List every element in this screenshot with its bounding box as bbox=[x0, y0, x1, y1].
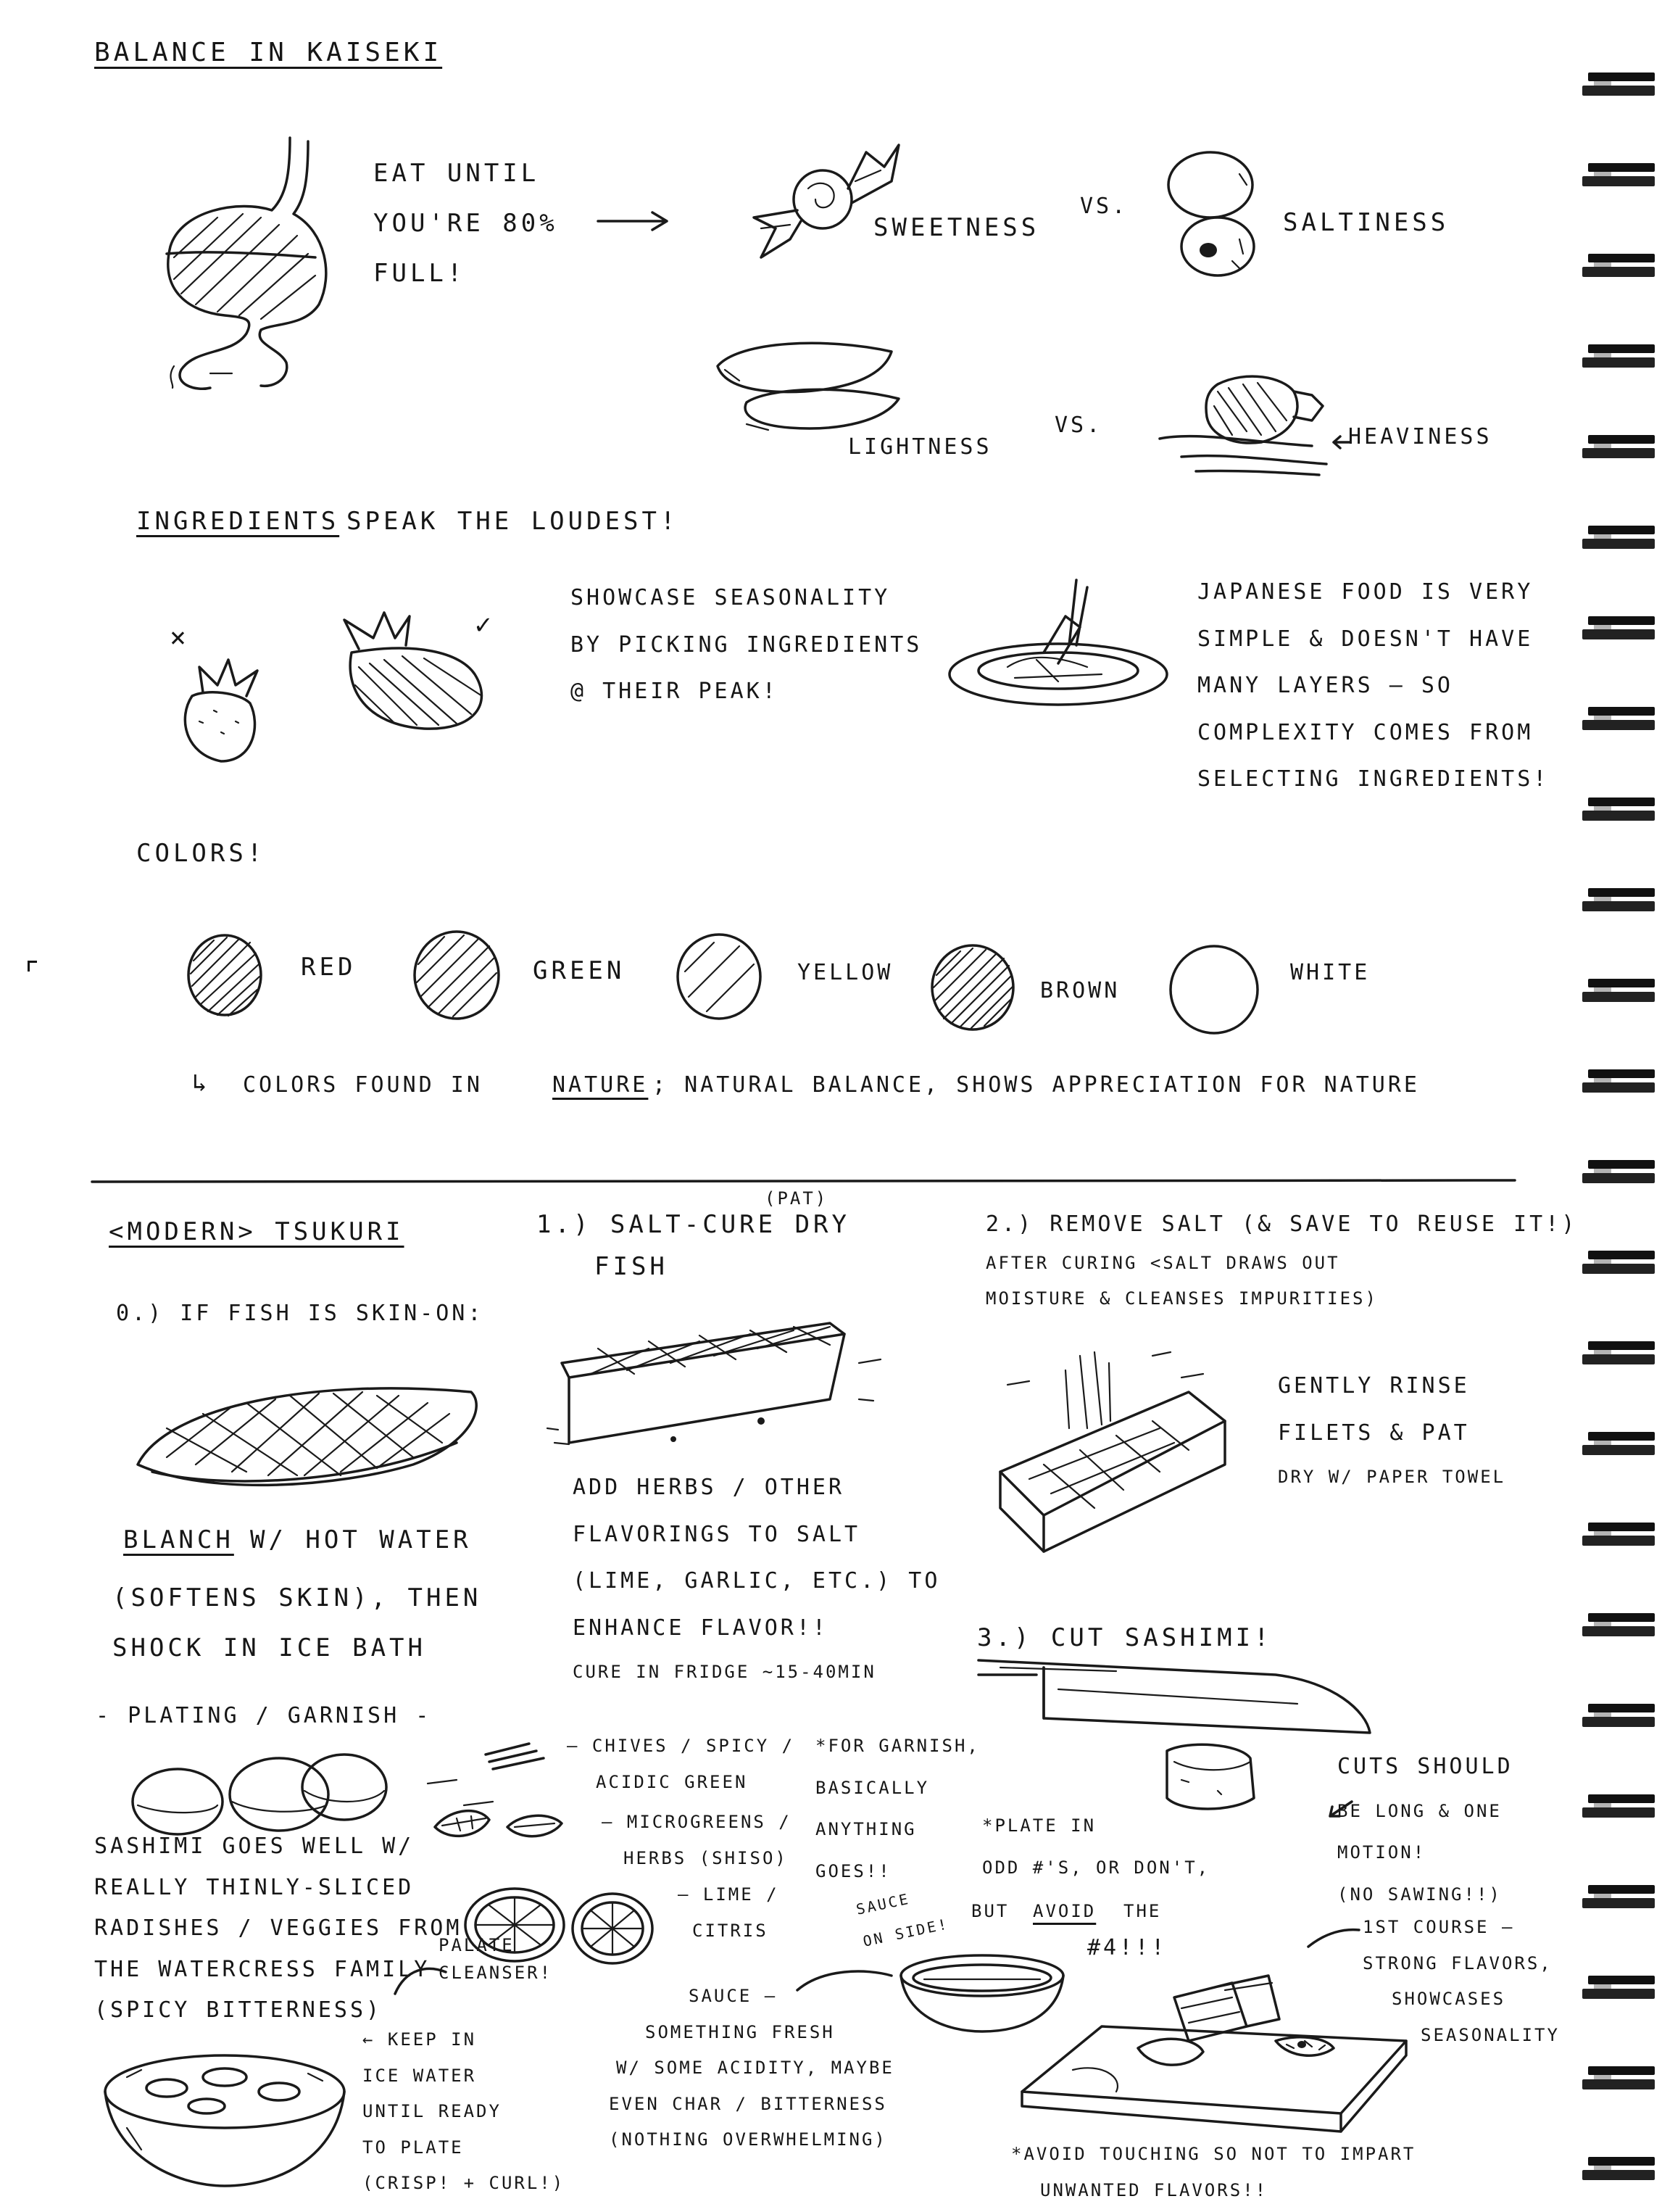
eat-line-1: EAT UNTIL bbox=[373, 159, 540, 188]
micro-line-1: — MICROGREENS / bbox=[602, 1812, 791, 1832]
step-2-line-3: MOISTURE & CLEANSES IMPURITIES) bbox=[986, 1288, 1378, 1309]
sashimi-platter-sketch bbox=[1015, 1968, 1421, 2157]
candy-sketch bbox=[739, 138, 906, 261]
small-strawberry-sketch bbox=[170, 653, 272, 769]
stomach-sketch bbox=[152, 131, 348, 399]
lime-line-2: CITRIS bbox=[692, 1920, 768, 1941]
rinse-line-3: DRY W/ PAPER TOWEL bbox=[1278, 1467, 1506, 1487]
course-pointer-icon bbox=[1305, 1921, 1363, 1950]
binding-ring bbox=[1575, 1704, 1655, 1728]
garnish-line-2: BASICALLY bbox=[815, 1777, 930, 1798]
sashimi-line-4: THE WATERCRESS FAMILY bbox=[94, 1956, 431, 1982]
spiral-binding bbox=[1568, 0, 1662, 2212]
eat-line-3: FULL! bbox=[373, 259, 466, 289]
x-mark: × bbox=[170, 621, 190, 653]
step-1-pat: (PAT) bbox=[765, 1188, 828, 1209]
binding-ring bbox=[1575, 1976, 1655, 2000]
binding-ring bbox=[1575, 1885, 1655, 1910]
binding-ring bbox=[1575, 1613, 1655, 1638]
lime-line-1: — LIME / bbox=[678, 1884, 779, 1905]
colors-note-post: ; NATURAL BALANCE, SHOWS APPRECIATION FOR NATURE bbox=[652, 1072, 1420, 1098]
keep-ice-water-note bbox=[362, 2030, 565, 2194]
arrow-right-icon bbox=[594, 210, 674, 232]
plate-odd-note bbox=[982, 1816, 1210, 1878]
ingredients-heading-word: INGREDIENTS bbox=[136, 507, 340, 536]
step-2-note bbox=[986, 1212, 1577, 1309]
course-line-4: SEASONALITY bbox=[1421, 2024, 1560, 2045]
vs-label-1: VS. bbox=[1080, 194, 1129, 219]
citrus-slices-sketch bbox=[460, 1885, 663, 1972]
binding-ring bbox=[1575, 1069, 1655, 1094]
herbs-line-2: FLAVORINGS TO SALT bbox=[573, 1521, 861, 1547]
olives-sketch bbox=[1156, 145, 1272, 283]
plate-line-2: ODD #'S, OR DON'T, bbox=[982, 1857, 1210, 1878]
salt-cured-fish-sketch bbox=[540, 1320, 895, 1450]
cuts-line-1: CUTS SHOULD bbox=[1337, 1754, 1513, 1779]
rinsing-fish-sketch bbox=[986, 1341, 1247, 1559]
color-swatch-brown bbox=[928, 943, 1018, 1033]
color-label-brown: BROWN bbox=[1040, 978, 1121, 1003]
herbs-line-3: (LIME, GARLIC, ETC.) TO bbox=[573, 1568, 941, 1594]
knife-cutting-sketch bbox=[971, 1653, 1377, 1827]
sauce-side-line-2: ON SIDE! bbox=[861, 1915, 951, 1950]
seasonality-note bbox=[570, 586, 922, 705]
japanese-line-3: MANY LAYERS — SO bbox=[1197, 673, 1453, 698]
cuts-line-3: MOTION! bbox=[1337, 1842, 1426, 1863]
course-line-3: SHOWCASES bbox=[1392, 1989, 1506, 2010]
sauce-side-note bbox=[855, 1884, 950, 1950]
step-1-fish: FISH bbox=[594, 1252, 668, 1281]
avoid-word: AVOID bbox=[1033, 1901, 1097, 1921]
seasonality-line-2: BY PICKING INGREDIENTS bbox=[570, 631, 923, 658]
plating-heading: - PLATING / GARNISH - bbox=[96, 1703, 432, 1728]
binding-ring bbox=[1575, 1523, 1655, 1547]
color-label-green: GREEN bbox=[533, 956, 626, 985]
color-swatch-green bbox=[410, 928, 504, 1022]
micro-line-2: HERBS (SHISO) bbox=[623, 1847, 788, 1868]
seasonality-line-1: SHOWCASE SEASONALITY bbox=[570, 585, 891, 610]
binding-ring bbox=[1575, 254, 1655, 278]
first-course-note bbox=[1363, 1918, 1560, 2045]
touch-line-2: UNWANTED FLAVORS!! bbox=[1040, 2179, 1268, 2200]
binding-ring bbox=[1575, 616, 1655, 641]
course-line-2: STRONG FLAVORS, bbox=[1363, 1952, 1553, 1973]
label-heaviness: HEAVINESS bbox=[1348, 424, 1492, 450]
binding-ring bbox=[1575, 2066, 1655, 2091]
chives-line-1: — CHIVES / SPICY / bbox=[567, 1736, 795, 1756]
sauce-line-5: (NOTHING OVERWHELMING) bbox=[609, 2129, 887, 2150]
rinse-line-2: FILETS & PAT bbox=[1278, 1420, 1470, 1446]
chives-note bbox=[567, 1736, 794, 1792]
sauce-side-line-1: SAUCE bbox=[855, 1889, 912, 1918]
japanese-food-note bbox=[1197, 580, 1549, 792]
sashimi-line-1: SASHIMI GOES WELL W/ bbox=[94, 1834, 415, 1859]
plate-line-1: *PLATE IN bbox=[982, 1815, 1097, 1836]
garnish-note bbox=[815, 1736, 980, 1881]
eat-line-2: YOU'RE 80% bbox=[373, 209, 558, 239]
cuts-line-2: BE LONG & ONE bbox=[1337, 1800, 1502, 1821]
microgreens-note bbox=[602, 1813, 791, 1868]
keep-line-4: TO PLATE bbox=[362, 2137, 464, 2158]
chives-line-2: ACIDIC GREEN bbox=[596, 1771, 748, 1792]
keep-line-3: UNTIL READY bbox=[362, 2101, 502, 2122]
avoid-touching-note bbox=[1011, 2145, 1416, 2200]
binding-ring bbox=[1575, 798, 1655, 822]
cuts-line-4: (NO SAWING!!) bbox=[1337, 1884, 1502, 1905]
skin-on-fish-sketch bbox=[123, 1363, 493, 1501]
binding-ring bbox=[1575, 1432, 1655, 1457]
herbs-note bbox=[573, 1475, 940, 1683]
binding-ring bbox=[1575, 1251, 1655, 1275]
label-lightness: LIGHTNESS bbox=[848, 434, 992, 460]
ingredients-heading-rest: SPEAK THE LOUDEST! bbox=[346, 507, 679, 536]
binding-ring bbox=[1575, 526, 1655, 550]
sauce-line-4: EVEN CHAR / BITTERNESS bbox=[609, 2093, 887, 2114]
garnish-line-3: ANYTHING bbox=[815, 1819, 917, 1840]
japanese-line-5: SELECTING INGREDIENTS! bbox=[1197, 766, 1550, 792]
herbs-line-1: ADD HERBS / OTHER bbox=[573, 1475, 845, 1500]
step-1-label: 1.) SALT-CURE DRY bbox=[536, 1210, 850, 1239]
sauce-note bbox=[609, 1986, 894, 2150]
color-swatch-white bbox=[1167, 943, 1261, 1037]
seasonality-line-3: @ THEIR PEAK! bbox=[570, 679, 778, 704]
color-swatch-yellow bbox=[674, 932, 765, 1022]
binding-ring bbox=[1575, 1794, 1655, 1819]
avoid-number: #4!!! bbox=[1087, 1935, 1168, 1960]
eat-until-full-note bbox=[373, 160, 558, 288]
page-corner-mark bbox=[28, 961, 37, 972]
blanch-rest: W/ HOT WATER bbox=[250, 1525, 472, 1554]
garnish-line-4: GOES!! bbox=[815, 1860, 892, 1881]
japanese-line-2: SIMPLE & DOESN'T HAVE bbox=[1197, 626, 1534, 652]
rinse-note bbox=[1278, 1374, 1505, 1488]
course-line-1: 1ST COURSE — bbox=[1363, 1917, 1515, 1937]
avoid-post: THE bbox=[1123, 1901, 1162, 1921]
step-2-line-2: AFTER CURING <SALT DRAWS OUT bbox=[986, 1252, 1340, 1273]
step-3-label: 3.) CUT SASHIMI! bbox=[977, 1623, 1273, 1652]
binding-ring bbox=[1575, 707, 1655, 732]
keep-line-5: (CRISP! + CURL!) bbox=[362, 2173, 565, 2194]
keep-line-1: ← KEEP IN bbox=[362, 2029, 477, 2050]
section-title-tsukuri: <MODERN> TSUKURI bbox=[109, 1217, 404, 1246]
palate-line-2: CLEANSER! bbox=[439, 1962, 553, 1983]
check-mark: ✓ bbox=[475, 608, 495, 640]
thin-slices-sketch bbox=[696, 330, 913, 439]
sauce-line-1: SAUCE — bbox=[689, 1986, 778, 2006]
binding-ring bbox=[1575, 344, 1655, 369]
color-label-yellow: YELLOW bbox=[797, 960, 894, 985]
sashimi-line-5: (SPICY BITTERNESS) bbox=[94, 1997, 383, 2023]
section-divider bbox=[91, 1178, 1518, 1185]
sauce-line-2: SOMETHING FRESH bbox=[645, 2021, 835, 2042]
blanch-word: BLANCH bbox=[123, 1525, 234, 1554]
garnish-line-1: *FOR GARNISH, bbox=[815, 1736, 980, 1756]
ice-water-bowl-sketch bbox=[98, 2048, 352, 2193]
binding-ring bbox=[1575, 73, 1655, 97]
step-2-line-1: 2.) REMOVE SALT (& SAVE TO REUSE IT!) bbox=[986, 1211, 1578, 1237]
binding-ring bbox=[1575, 1341, 1655, 1366]
blanch-line-2: SHOCK IN ICE BATH bbox=[112, 1633, 426, 1663]
japanese-line-1: JAPANESE FOOD IS VERY bbox=[1197, 579, 1534, 605]
colors-note-nature: NATURE bbox=[552, 1072, 649, 1098]
color-label-white: WHITE bbox=[1290, 960, 1371, 985]
plated-dish-sketch bbox=[942, 573, 1174, 711]
colors-heading: COLORS! bbox=[136, 839, 266, 868]
blanch-note bbox=[112, 1584, 481, 1662]
label-saltiness: SALTINESS bbox=[1283, 208, 1450, 237]
sashimi-line-3: RADISHES / VEGGIES FROM bbox=[94, 1915, 462, 1941]
heavy-meat-sketch bbox=[1138, 363, 1348, 479]
touch-line-1: *AVOID TOUCHING SO NOT TO IMPART bbox=[1011, 2144, 1416, 2164]
binding-ring bbox=[1575, 2157, 1655, 2182]
rinse-line-1: GENTLY RINSE bbox=[1278, 1373, 1470, 1399]
cuts-note bbox=[1337, 1755, 1513, 1905]
label-sweetness: SWEETNESS bbox=[873, 213, 1040, 242]
lime-note bbox=[678, 1885, 779, 1941]
binding-ring bbox=[1575, 435, 1655, 460]
binding-ring bbox=[1575, 163, 1655, 188]
binding-ring bbox=[1575, 1160, 1655, 1185]
herbs-line-5: CURE IN FRIDGE ~15-40MIN bbox=[573, 1662, 876, 1682]
ripe-strawberry-sketch bbox=[330, 609, 504, 740]
vs-label-2: VS. bbox=[1055, 413, 1103, 438]
step-0-label: 0.) IF FISH IS SKIN-ON: bbox=[116, 1301, 484, 1326]
sashimi-line-2: REALLY THINLY-SLICED bbox=[94, 1874, 415, 1900]
blanch-line-1: (SOFTENS SKIN), THEN bbox=[112, 1583, 482, 1612]
binding-ring bbox=[1575, 979, 1655, 1003]
keep-line-2: ICE WATER bbox=[362, 2065, 477, 2086]
palate-line-1: PALATE bbox=[439, 1935, 515, 1955]
colors-note-arrow: ↳ bbox=[192, 1069, 211, 1098]
color-label-red: RED bbox=[301, 953, 357, 982]
avoid-pre: BUT bbox=[971, 1901, 1010, 1921]
section-title-balance: BALANCE IN KAISEKI bbox=[94, 38, 443, 67]
binding-ring bbox=[1575, 888, 1655, 913]
sauce-line-3: W/ SOME ACIDITY, MAYBE bbox=[616, 2058, 894, 2079]
japanese-line-4: COMPLEXITY COMES FROM bbox=[1197, 719, 1534, 745]
chives-herbs-sketch bbox=[420, 1740, 573, 1863]
colors-note-pre: COLORS FOUND IN bbox=[243, 1072, 483, 1098]
herbs-line-4: ENHANCE FLAVOR!! bbox=[573, 1615, 828, 1641]
color-swatch-red bbox=[185, 932, 265, 1019]
